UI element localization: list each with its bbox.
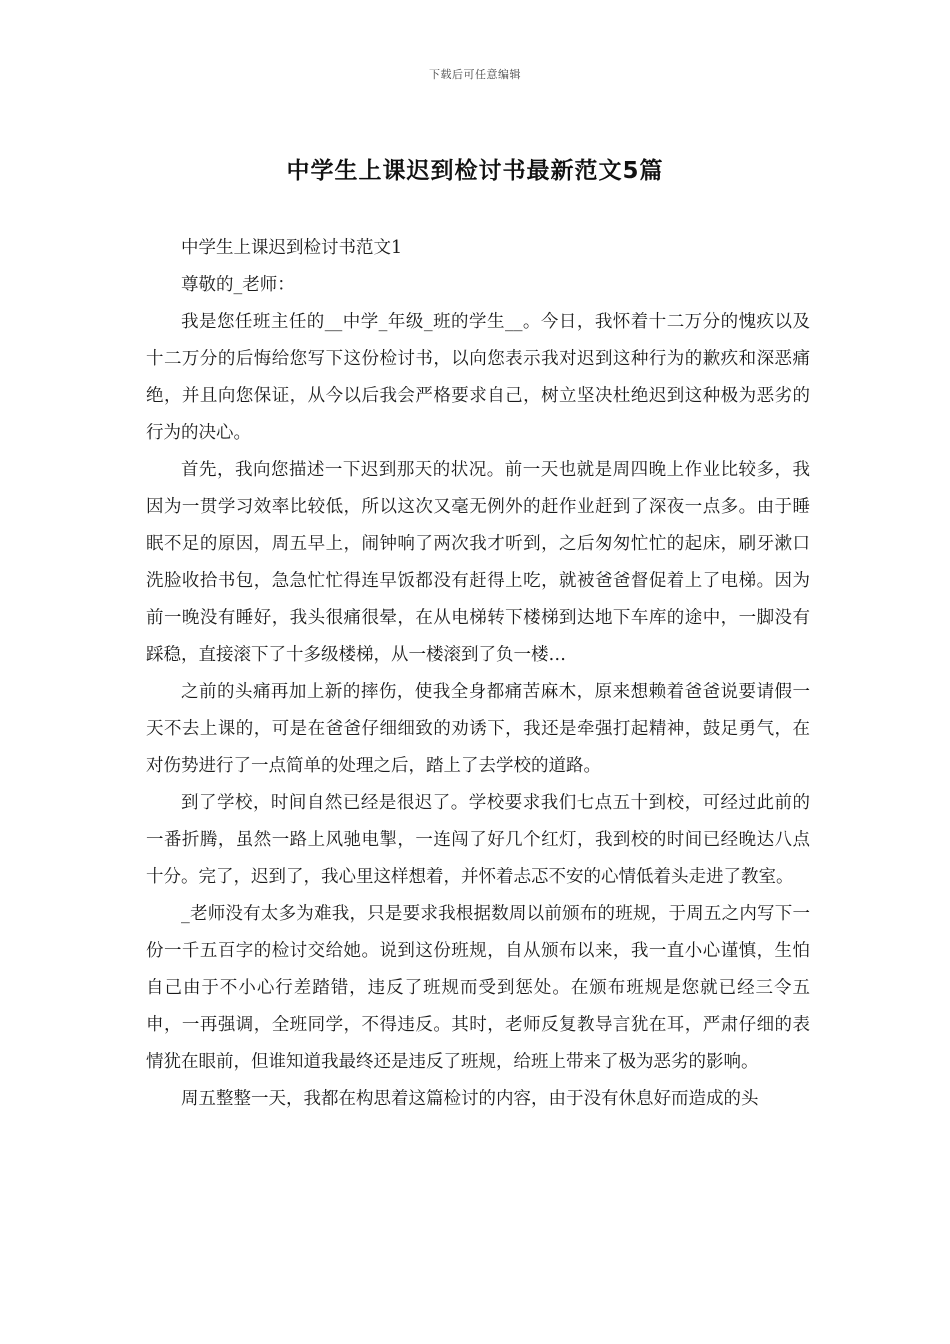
document-title: 中学生上课迟到检讨书最新范文5篇 <box>286 158 664 184</box>
paragraph: _老师没有太多为难我，只是要求我根据数周以前颁布的班规，于周五之内写下一份一千五百字的检讨交给她。说到这份班规，自从颁布以来，我一直小心谨慎，生怕自己由于不小心行差踏错，违反了班规而受到惩处。在颁布班规是您就已经三令五申，一再强调，全班同学，不得违反。其时，老师反复教导言犹在耳，严肃仔细的表情犹在眼前，但谁知道我最终还是违反了班规，给班上带来了极为恶劣的影响。 <box>146 904 810 1072</box>
paragraph: 我是您任班主任的__中学_年级_班的学生__。今日，我怀着十二万分的愧疚以及十二万分的后悔给您写下这份检讨书，以向您表示我对迟到这种行为的歉疚和深恶痛绝，并且向您保证，从今以后我会严格要求自己，树立坚决杜绝迟到这种极为恶劣的行为的决心。 <box>146 312 810 443</box>
paragraph: 之前的头痛再加上新的摔伤，使我全身都痛苦麻木，原来想赖着爸爸说要请假一天不去上课的，可是在爸爸仔细细致的劝诱下，我还是牵强打起精神，鼓足勇气，在对伤势进行了一点简单的处理之后，踏上了去学校的道路。 <box>146 682 810 776</box>
paragraph: 到了学校，时间自然已经是很迟了。学校要求我们七点五十到校，可经过此前的一番折腾，虽然一路上风驰电掣，一连闯了好几个红灯，我到校的时间已经晚达八点十分。完了，迟到了，我心里这样想着，并怀着忐忑不安的心情低着头走进了教室。 <box>146 793 810 887</box>
header-note: 下载后可任意编辑 <box>429 68 521 81</box>
section-heading: 中学生上课迟到检讨书范文1 <box>181 238 403 258</box>
document-body <box>146 230 810 1118</box>
paragraph: 周五整整一天，我都在构思着这篇检讨的内容，由于没有休息好而造成的头 <box>181 1089 759 1109</box>
salutation: 尊敬的_老师： <box>181 275 295 295</box>
paragraph: 首先，我向您描述一下迟到那天的状况。前一天也就是周四晚上作业比较多，我因为一贯学习效率比较低，所以这次又毫无例外的赶作业赶到了深夜一点多。由于睡眠不足的原因，周五早上，闹钟响了两次我才听到，之后匆匆忙忙的起床，刷牙漱口洗脸收拾书包，急急忙忙得连早饭都没有赶得上吃，就被爸爸督促着上了电梯。因为前一晚没有睡好，我头很痛很晕，在从电梯转下楼梯到达地下车库的途中，一脚没有踩稳，直接滚下了十多级楼梯，从一楼滚到了负一楼… <box>146 460 810 665</box>
